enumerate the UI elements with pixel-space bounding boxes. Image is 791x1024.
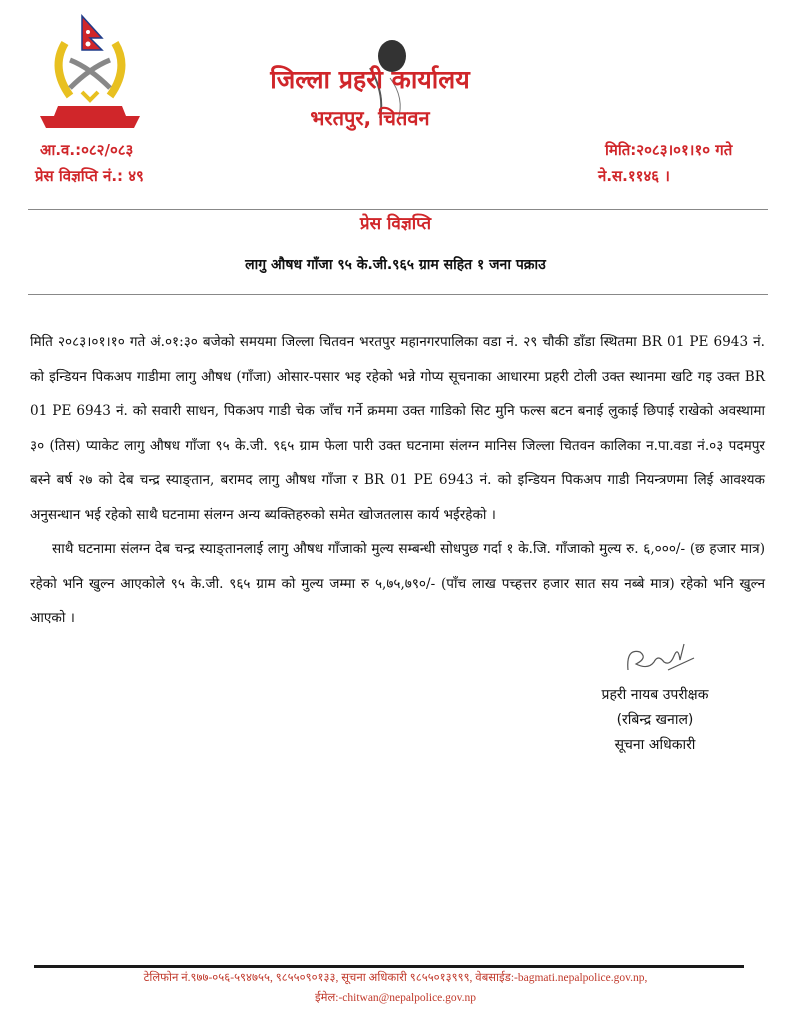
issue-date: मिति:२०८३।०१।१० गते bbox=[605, 141, 733, 159]
nepal-police-emblem-icon bbox=[30, 8, 150, 133]
office-location: भरतपुर, चितवन bbox=[310, 106, 430, 130]
press-release-number: प्रेस विज्ञप्ति नं.: ४९ bbox=[35, 167, 144, 185]
press-release-heading: प्रेस विज्ञप्ति bbox=[359, 214, 432, 234]
subject-divider bbox=[28, 294, 768, 295]
signatory-rank: प्रहरी नायब उपरीक्षक bbox=[601, 687, 709, 703]
footer-email: ईमेल:-chitwan@nepalpolice.gov.np bbox=[314, 992, 477, 1004]
body-paragraph: साथै घटनामा संलग्न देब चन्द्र स्याङ्तानलाई लागु औषध गाँजाको मुल्य सम्बन्धी सोधपुछ गर्दा १ के.जि. गाँजाको मुल्य रु. ६,०००/- (छ हजार मात्र) रहेको भनि खुल्न आएकोले ९५ के.जी. ९६५ ग्राम को मुल्य जम्मा रु ५,७५,७९०/- (पाँच लाख पच्हत्तर हजार सात सय नब्बे मात्र) रहेको भनि खुल्न आएको । bbox=[30, 541, 765, 626]
nepal-sambat-ref: ने.स.११४६ । bbox=[598, 167, 670, 185]
press-release-body bbox=[30, 325, 765, 636]
header-divider bbox=[28, 209, 768, 210]
footer-contact: टेलिफोन नं.९७७-०५६-५९४७५५, ९८५५०९०१३३, सूचना अधिकारी ९८५५०१३९९९, वेबसाईड:-bagmati.nepalpolice.gov.np, bbox=[143, 972, 648, 984]
handwritten-signature-icon bbox=[618, 640, 698, 680]
press-release-subject: लागु औषध गाँजा ९५ के.जी.९६५ ग्राम सहित १ जना पक्राउ bbox=[245, 257, 546, 273]
footer-divider bbox=[34, 965, 744, 968]
office-title: जिल्ला प्रहरी कार्यालय bbox=[270, 65, 470, 94]
signature-block bbox=[560, 683, 750, 758]
fiscal-year: आ.व.:०८२/०८३ bbox=[40, 141, 134, 159]
signatory-name: (रबिन्द्र खनाल) bbox=[616, 712, 694, 728]
body-paragraph: मिति २०८३।०१।१० गते अं.०१:३० बजेको समयमा जिल्ला चितवन भरतपुर महानगरपालिका वडा नं. २९ चौकी डाँडा स्थितमा BR 01 PE 6943 नं. को इन्डियन पिकअप गाडीमा लागु औषध (गाँजा) ओसार-पसार भइ रहेको भन्ने गोप्य सूचनाका आधारमा प्रहरी टोली उक्त स्थानमा खटि गइ उक्त BR 01 PE 6943 नं. को सवारी साधन, पिकअप गाडी चेक जाँच गर्ने क्रममा उक्त गाडिको सिट मुनि फल्स बटन बनाई लुकाई छिपाई राखेको अवस्थामा ३० (तिस) प्याकेट लागु औषध गाँजा ९५ के.जी. ९६५ ग्राम फेला पारी उक्त घटनामा संलग्न मानिस जिल्ला चितवन कालिका न.पा.वडा नं.०३ पदमपुर बस्ने बर्ष २७ को देब चन्द्र स्याङ्तान, बरामद लागु औषध गाँजा र BR 01 PE 6943 नं. को इन्डियन पिकअप गाडी नियन्त्रणमा लिई आवश्यक अनुसन्धान भई रहेको साथै घटनामा संलग्न अन्य ब्यक्तिहरुको समेत खोजतलास कार्य भईरहेको । bbox=[30, 334, 765, 523]
signatory-role: सूचना अधिकारी bbox=[614, 737, 696, 753]
